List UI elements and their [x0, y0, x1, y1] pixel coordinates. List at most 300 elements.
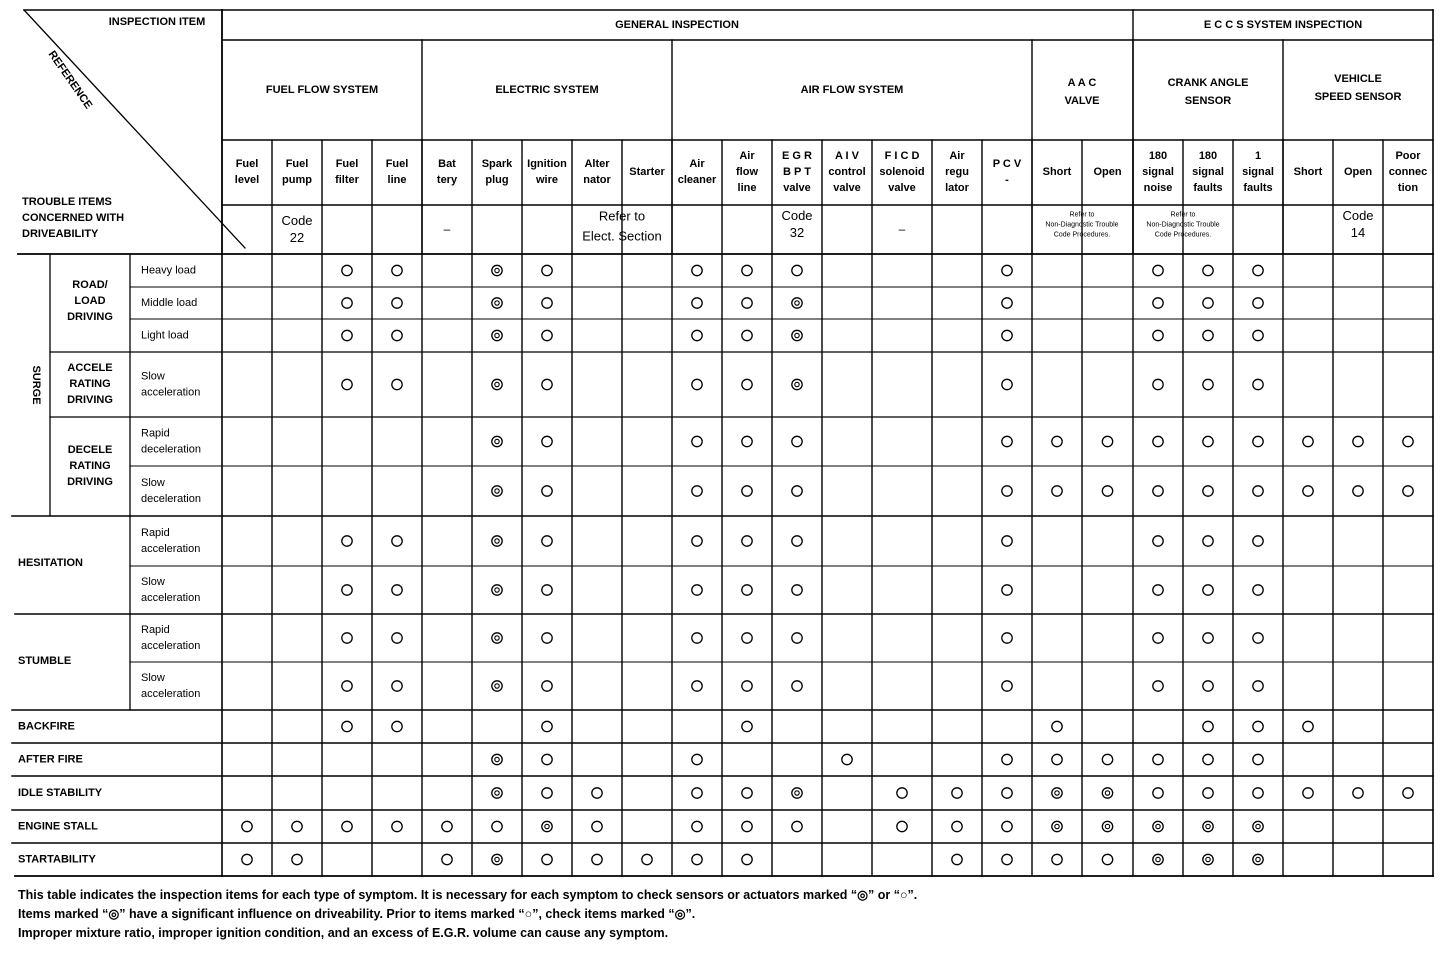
- mark-check: [1102, 754, 1112, 764]
- mark-check: [1403, 788, 1413, 798]
- mark-significant-inner: [495, 857, 499, 861]
- category-stumble: STUMBLE: [18, 655, 72, 667]
- row-condition-label: Rapid: [141, 624, 170, 636]
- mark-check: [692, 821, 702, 831]
- mark-check: [392, 379, 402, 389]
- mark-check: [1203, 298, 1213, 308]
- mark-check: [342, 265, 352, 275]
- mark-check: [742, 436, 752, 446]
- row-condition-label: deceleration: [141, 443, 201, 456]
- reference-aac: Non-Diagnostic Trouble: [1045, 221, 1119, 229]
- column-header: regu: [945, 166, 969, 178]
- mark-check: [692, 436, 702, 446]
- mark-check: [1102, 854, 1112, 864]
- mark-check: [1253, 788, 1263, 798]
- mark-check: [542, 754, 552, 764]
- mark-check: [1253, 265, 1263, 275]
- mark-check: [1153, 536, 1163, 546]
- mark-significant: [1253, 821, 1263, 831]
- mark-check: [1153, 265, 1163, 275]
- mark-check: [342, 681, 352, 691]
- mark-check: [1253, 754, 1263, 764]
- mark-check: [897, 821, 907, 831]
- mark-check: [1002, 486, 1012, 496]
- mark-check: [692, 754, 702, 764]
- mark-check: [1353, 486, 1363, 496]
- mark-significant-inner: [1156, 857, 1160, 861]
- mark-check: [742, 298, 752, 308]
- column-header: P C V: [992, 158, 1022, 170]
- group-title: ELECTRIC SYSTEM: [495, 84, 599, 96]
- mark-check: [1253, 721, 1263, 731]
- column-header: line: [737, 182, 757, 194]
- mark-significant: [492, 486, 502, 496]
- mark-check: [742, 536, 752, 546]
- footnote-2: Items marked “◎” have a significant influence on driveability. Prior to items marked “○”, check items marked “◎”.: [18, 907, 696, 921]
- mark-significant-inner: [795, 333, 799, 337]
- mark-check: [1403, 436, 1413, 446]
- mark-significant: [492, 379, 502, 389]
- mark-check: [692, 379, 702, 389]
- mark-check: [742, 379, 752, 389]
- category-accelerating: RATING: [69, 378, 111, 390]
- mark-check: [1002, 633, 1012, 643]
- mark-check: [952, 854, 962, 864]
- reference-crank: Refer to: [1170, 211, 1196, 219]
- mark-check: [1052, 754, 1062, 764]
- mark-significant-inner: [1055, 824, 1059, 828]
- reference-fuel-pump: Code: [281, 213, 313, 228]
- mark-significant: [1203, 854, 1213, 864]
- mark-check: [1303, 486, 1313, 496]
- column-header: Open: [1093, 166, 1122, 178]
- mark-check: [742, 330, 752, 340]
- mark-check: [542, 788, 552, 798]
- mark-check: [1353, 788, 1363, 798]
- mark-check: [742, 821, 752, 831]
- column-header: Open: [1343, 166, 1373, 178]
- mark-check: [1002, 379, 1012, 389]
- mark-significant-inner: [495, 301, 499, 305]
- mark-significant: [492, 633, 502, 643]
- mark-significant: [792, 298, 802, 308]
- row-condition-label: deceleration: [141, 493, 201, 505]
- mark-check: [1153, 585, 1163, 595]
- mark-check: [342, 585, 352, 595]
- reference-vss: Code: [1342, 208, 1374, 223]
- mark-check: [1253, 436, 1263, 446]
- mark-significant: [492, 298, 502, 308]
- column-header: control: [828, 166, 866, 178]
- mark-check: [342, 821, 352, 831]
- mark-check: [792, 486, 802, 496]
- column-header: Air: [739, 150, 755, 162]
- mark-check: [392, 821, 402, 831]
- trouble-items-label: CONCERNED WITH: [22, 212, 125, 224]
- mark-check: [342, 633, 352, 643]
- mark-check: [592, 821, 602, 831]
- mark-significant: [792, 330, 802, 340]
- reference-battery: –: [443, 222, 451, 236]
- mark-check: [1203, 681, 1213, 691]
- mark-significant-inner: [495, 382, 499, 386]
- mark-significant-inner: [1256, 857, 1260, 861]
- column-header: line: [387, 174, 407, 186]
- mark-check: [1203, 486, 1213, 496]
- mark-check: [692, 788, 702, 798]
- mark-check: [1253, 330, 1263, 340]
- mark-check: [442, 854, 452, 864]
- column-header: Ignition: [527, 158, 567, 170]
- mark-significant: [1153, 821, 1163, 831]
- column-header: level: [234, 174, 260, 186]
- column-header: faults: [1243, 182, 1273, 194]
- mark-check: [342, 298, 352, 308]
- reference-vss: 14: [1350, 225, 1366, 240]
- column-header: filter: [335, 174, 359, 186]
- category-decelerating: DRIVING: [67, 476, 113, 488]
- group-title: VALVE: [1064, 95, 1100, 107]
- row-condition-label: Middle load: [141, 297, 198, 309]
- mark-check: [1002, 265, 1012, 275]
- mark-significant-inner: [495, 588, 499, 592]
- mark-check: [1153, 754, 1163, 764]
- mark-check: [542, 486, 552, 496]
- mark-check: [1002, 854, 1012, 864]
- reference-electrical: Elect. Section: [582, 228, 662, 244]
- mark-check: [792, 821, 802, 831]
- mark-check: [1153, 436, 1163, 446]
- mark-check: [1253, 298, 1263, 308]
- column-header: E G R: [782, 150, 812, 162]
- mark-significant: [542, 821, 552, 831]
- mark-significant: [1052, 788, 1062, 798]
- mark-significant-inner: [495, 333, 499, 337]
- mark-significant-inner: [495, 489, 499, 493]
- mark-check: [1403, 486, 1413, 496]
- mark-check: [1253, 486, 1263, 496]
- mark-significant: [492, 681, 502, 691]
- mark-check: [392, 633, 402, 643]
- row-condition-label: Light load: [141, 329, 189, 342]
- column-header: Fuel: [335, 158, 359, 170]
- mark-check: [342, 721, 352, 731]
- column-header: faults: [1193, 182, 1223, 194]
- row-condition-label: acceleration: [141, 640, 201, 652]
- mark-check: [742, 585, 752, 595]
- mark-check: [1153, 379, 1163, 389]
- row-condition-label: Slow: [141, 370, 165, 383]
- mark-check: [742, 486, 752, 496]
- mark-significant: [1203, 821, 1213, 831]
- mark-check: [792, 681, 802, 691]
- mark-check: [1102, 486, 1112, 496]
- mark-check: [342, 536, 352, 546]
- column-header: Short: [1293, 166, 1323, 178]
- mark-check: [692, 681, 702, 691]
- mark-check: [492, 821, 502, 831]
- group-title: AIR FLOW SYSTEM: [800, 84, 904, 96]
- mark-significant-inner: [495, 757, 499, 761]
- row-condition-label: Slow: [141, 576, 165, 588]
- reference-aac: Code Procedures.: [1053, 231, 1111, 239]
- footnote-3: Improper mixture ratio, improper ignition condition, and an excess of E.G.R. volume can cause any symptom.: [18, 926, 669, 940]
- mark-check: [292, 821, 302, 831]
- category-road-load: DRIVING: [67, 311, 113, 323]
- mark-check: [1153, 681, 1163, 691]
- reference-egr: 32: [789, 225, 805, 240]
- group-title: FUEL FLOW SYSTEM: [265, 84, 379, 96]
- mark-check: [342, 379, 352, 389]
- column-header: tery: [436, 174, 458, 186]
- mark-check: [1203, 536, 1213, 546]
- mark-check: [1052, 486, 1062, 496]
- mark-significant-inner: [795, 791, 799, 795]
- row-condition-label: acceleration: [141, 592, 201, 604]
- matrix-cells: [242, 265, 1413, 864]
- mark-check: [692, 585, 702, 595]
- mark-check: [542, 721, 552, 731]
- column-header: flow: [736, 166, 758, 178]
- mark-check: [692, 854, 702, 864]
- mark-check: [242, 821, 252, 831]
- column-header: F I C D: [884, 150, 920, 162]
- column-header: noise: [1143, 182, 1173, 194]
- mark-check: [1102, 436, 1112, 446]
- column-header: signal: [1142, 166, 1174, 178]
- mark-significant-inner: [495, 684, 499, 688]
- column-header: wire: [535, 174, 559, 186]
- row-symptom-label: AFTER FIRE: [18, 753, 83, 766]
- mark-check: [792, 633, 802, 643]
- mark-check: [542, 633, 552, 643]
- column-header: 180: [1148, 150, 1168, 162]
- group-title: SPEED SENSOR: [1314, 91, 1402, 103]
- mark-significant: [492, 265, 502, 275]
- column-header: signal: [1242, 166, 1274, 178]
- mark-check: [642, 854, 652, 864]
- eccs-inspection-title: E C C S SYSTEM INSPECTION: [1203, 19, 1363, 31]
- group-title: CRANK ANGLE: [1167, 77, 1249, 89]
- mark-check: [692, 633, 702, 643]
- column-header: Poor: [1395, 150, 1421, 162]
- row-condition-label: Heavy load: [141, 264, 197, 277]
- mark-check: [1203, 436, 1213, 446]
- mark-check: [1303, 721, 1313, 731]
- reference-label: REFERENCE: [45, 48, 95, 112]
- row-symptom-label: IDLE STABILITY: [18, 787, 103, 799]
- mark-significant-inner: [795, 382, 799, 386]
- mark-check: [692, 486, 702, 496]
- row-symptom-label: STARTABILITY: [18, 853, 96, 866]
- category-road-load: ROAD/: [72, 279, 108, 291]
- mark-check: [1002, 298, 1012, 308]
- column-header: Spark: [481, 158, 513, 170]
- mark-check: [1002, 681, 1012, 691]
- mark-check: [692, 298, 702, 308]
- row-condition-label: Rapid: [141, 427, 170, 440]
- mark-significant: [492, 854, 502, 864]
- category-road-load: LOAD: [74, 295, 106, 307]
- column-header: -: [1005, 174, 1009, 186]
- mark-check: [542, 854, 552, 864]
- mark-check: [342, 330, 352, 340]
- mark-check: [1203, 633, 1213, 643]
- column-header: cleaner: [677, 174, 717, 186]
- mark-check: [952, 821, 962, 831]
- mark-check: [1153, 788, 1163, 798]
- mark-check: [292, 854, 302, 864]
- mark-check: [1002, 536, 1012, 546]
- mark-significant-inner: [1156, 824, 1160, 828]
- row-condition-label: Rapid: [141, 527, 170, 539]
- column-header: B P T: [783, 166, 811, 178]
- footnotes: [18, 886, 1438, 943]
- mark-check: [1002, 821, 1012, 831]
- mark-check: [1052, 854, 1062, 864]
- column-header: valve: [888, 182, 916, 194]
- mark-significant-inner: [495, 636, 499, 640]
- mark-check: [1203, 754, 1213, 764]
- mark-check: [742, 633, 752, 643]
- mark-check: [542, 265, 552, 275]
- mark-check: [742, 265, 752, 275]
- column-header: pump: [282, 174, 312, 186]
- mark-check: [542, 585, 552, 595]
- mark-significant: [492, 436, 502, 446]
- row-condition-label: Slow: [141, 672, 165, 684]
- mark-check: [392, 585, 402, 595]
- category-decelerating: DECELE: [67, 444, 113, 456]
- mark-check: [692, 330, 702, 340]
- mark-check: [1002, 788, 1012, 798]
- mark-check: [1203, 585, 1213, 595]
- mark-check: [1203, 265, 1213, 275]
- mark-check: [1203, 379, 1213, 389]
- mark-check: [542, 536, 552, 546]
- column-header: connec: [1388, 166, 1428, 178]
- trouble-items-label: DRIVEABILITY: [22, 228, 99, 240]
- mark-check: [1253, 536, 1263, 546]
- mark-check: [742, 681, 752, 691]
- group-title: SENSOR: [1184, 95, 1232, 107]
- mark-check: [592, 854, 602, 864]
- column-header: valve: [833, 182, 861, 194]
- mark-check: [1253, 633, 1263, 643]
- mark-significant: [492, 585, 502, 595]
- mark-check: [1253, 681, 1263, 691]
- row-condition-label: acceleration: [141, 386, 201, 399]
- mark-check: [1153, 298, 1163, 308]
- mark-significant: [1052, 821, 1062, 831]
- mark-check: [1052, 721, 1062, 731]
- mark-significant-inner: [1256, 824, 1260, 828]
- category-hesitation: HESITATION: [18, 557, 83, 569]
- mark-significant: [492, 788, 502, 798]
- mark-significant-inner: [1105, 824, 1109, 828]
- column-header: Short: [1042, 166, 1072, 178]
- column-header: Fuel: [285, 158, 309, 170]
- mark-significant-inner: [1206, 857, 1210, 861]
- reference-crank: Code Procedures.: [1154, 231, 1212, 239]
- mark-significant: [1102, 788, 1112, 798]
- column-header: signal: [1192, 166, 1224, 178]
- mark-check: [1253, 585, 1263, 595]
- mark-significant-inner: [795, 301, 799, 305]
- mark-significant-inner: [1105, 791, 1109, 795]
- mark-significant-inner: [495, 791, 499, 795]
- mark-significant: [1102, 821, 1112, 831]
- mark-check: [392, 330, 402, 340]
- reference-crank: Non-Diagnostic Trouble: [1146, 221, 1220, 229]
- reference-ficd: –: [898, 222, 906, 236]
- footnote-1: This table indicates the inspection items for each type of symptom. It is necessary for each symptom to check sensors or actuators marked “◎” or “○”.: [18, 888, 918, 902]
- mark-significant: [492, 536, 502, 546]
- mark-check: [792, 585, 802, 595]
- row-symptom-label: BACKFIRE: [18, 720, 75, 733]
- mark-check: [1002, 754, 1012, 764]
- mark-check: [952, 788, 962, 798]
- mark-check: [1052, 436, 1062, 446]
- mark-check: [692, 536, 702, 546]
- mark-check: [842, 754, 852, 764]
- column-header: lator: [945, 182, 969, 194]
- column-header: Alter: [584, 158, 610, 170]
- mark-check: [792, 536, 802, 546]
- mark-check: [1002, 585, 1012, 595]
- group-title: A A C: [1067, 77, 1097, 89]
- category-accelerating: ACCELE: [67, 362, 113, 374]
- reference-egr: Code: [781, 208, 813, 223]
- mark-check: [392, 536, 402, 546]
- trouble-items-label: TROUBLE ITEMS: [22, 196, 112, 208]
- mark-check: [1002, 330, 1012, 340]
- mark-significant: [492, 330, 502, 340]
- mark-check: [1153, 330, 1163, 340]
- mark-check: [1303, 788, 1313, 798]
- mark-check: [392, 298, 402, 308]
- mark-check: [392, 681, 402, 691]
- mark-significant-inner: [1055, 791, 1059, 795]
- column-header: plug: [485, 174, 509, 186]
- mark-check: [542, 436, 552, 446]
- column-header: solenoid: [879, 166, 925, 178]
- mark-significant: [1253, 854, 1263, 864]
- mark-significant-inner: [545, 824, 549, 828]
- reference-fuel-pump: 22: [289, 230, 305, 245]
- mark-check: [742, 721, 752, 731]
- mark-check: [792, 436, 802, 446]
- mark-check: [692, 265, 702, 275]
- column-header: Air: [949, 150, 965, 162]
- reference-electrical: Refer to: [598, 208, 646, 224]
- reference-aac: Refer to: [1069, 211, 1095, 219]
- mark-significant: [792, 788, 802, 798]
- category-decelerating: RATING: [69, 460, 111, 472]
- mark-check: [392, 265, 402, 275]
- mark-check: [592, 788, 602, 798]
- mark-check: [542, 330, 552, 340]
- column-header: Fuel: [235, 158, 259, 170]
- mark-significant: [1153, 854, 1163, 864]
- mark-check: [1153, 633, 1163, 643]
- inspection-item-label: INSPECTION ITEM: [108, 16, 206, 28]
- category-surge: SURGE: [30, 365, 42, 405]
- category-accelerating: DRIVING: [67, 394, 113, 406]
- column-header: tion: [1397, 182, 1419, 194]
- mark-check: [897, 788, 907, 798]
- mark-check: [392, 721, 402, 731]
